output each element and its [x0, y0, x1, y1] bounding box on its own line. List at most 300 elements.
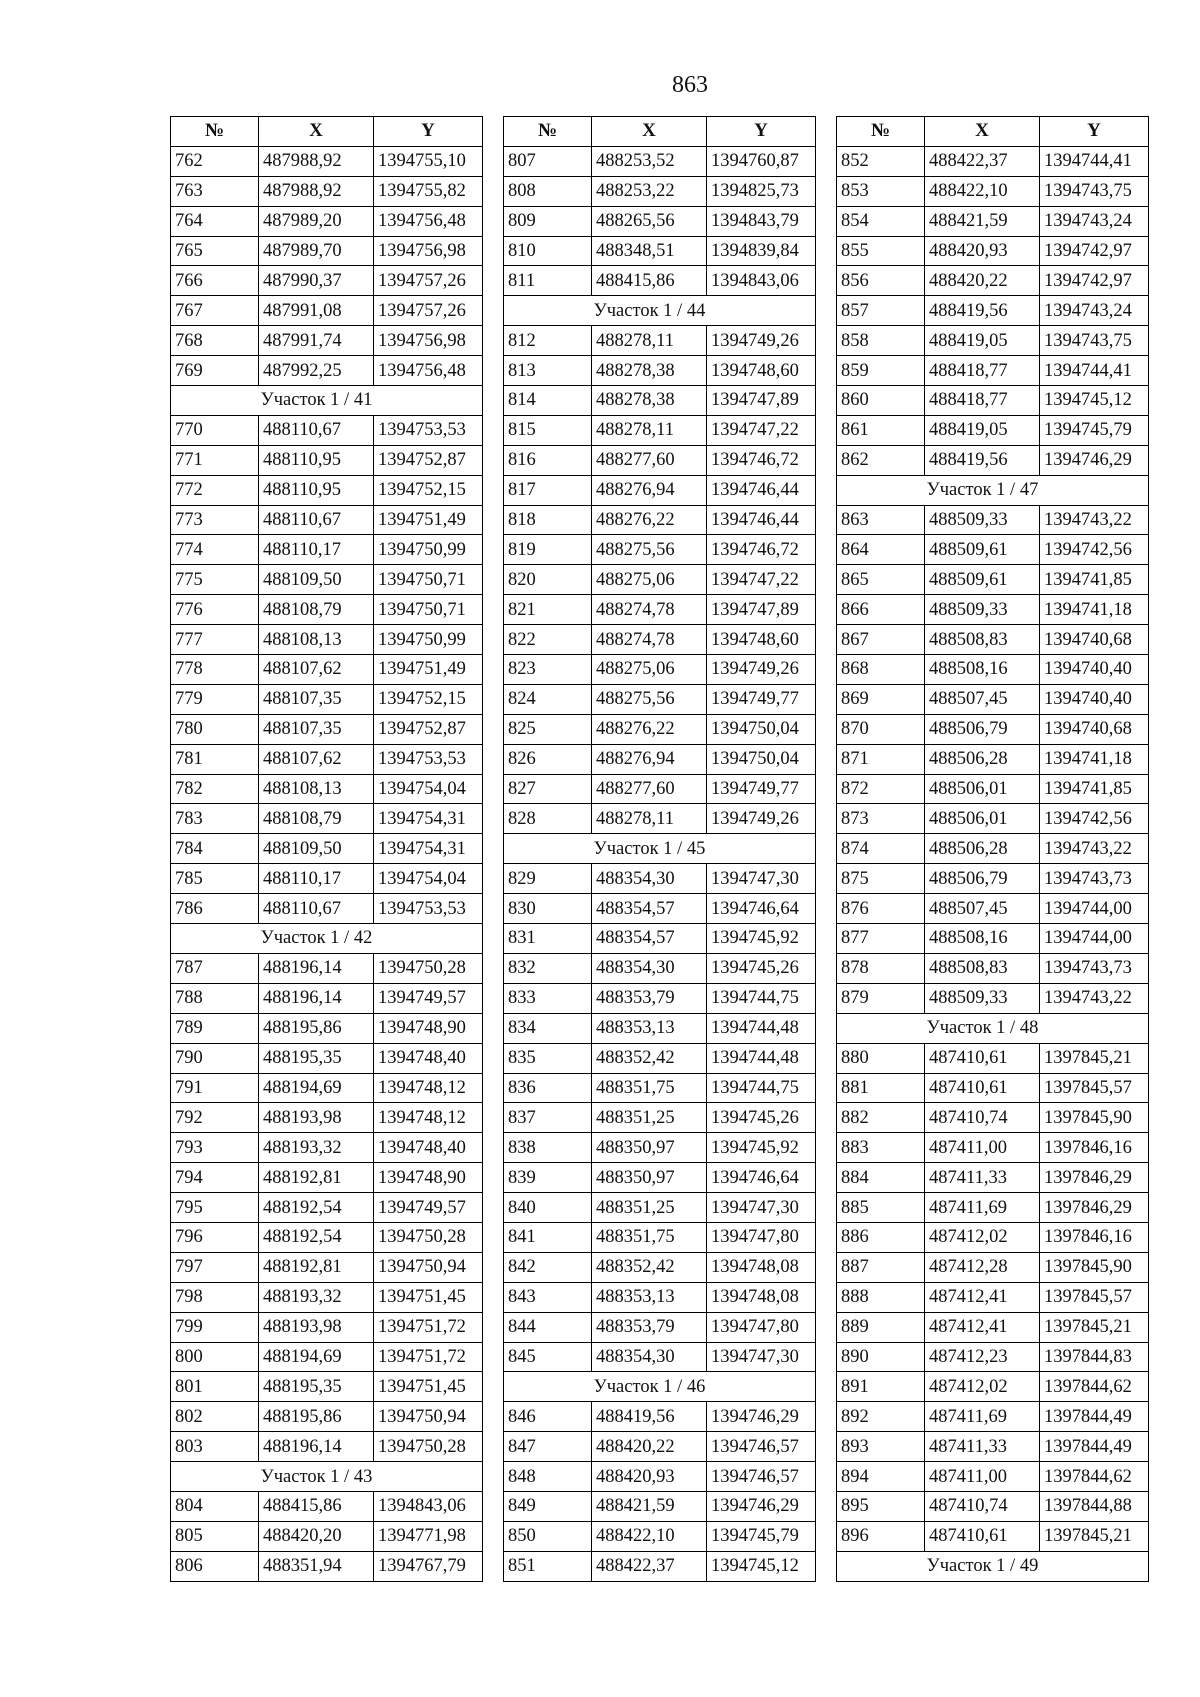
y-coordinate-cell: 1394742,56: [1040, 535, 1149, 565]
y-coordinate-cell: 1394746,29: [707, 1491, 816, 1521]
y-coordinate-cell: 1394740,40: [1040, 655, 1149, 685]
point-number-cell: 794: [171, 1163, 259, 1193]
x-coordinate-cell: 488421,59: [592, 1491, 707, 1521]
y-coordinate-cell: 1394745,26: [707, 1103, 816, 1133]
point-number-cell: 763: [171, 176, 259, 206]
y-coordinate-cell: 1394742,97: [1040, 266, 1149, 296]
x-coordinate-cell: 488107,62: [259, 744, 374, 774]
point-number-cell: 782: [171, 774, 259, 804]
table-row: [504, 774, 816, 804]
x-coordinate-cell: 488354,57: [592, 924, 707, 954]
table-row: [171, 655, 483, 685]
table-row: [837, 266, 1149, 296]
table-row: [171, 1521, 483, 1551]
y-coordinate-cell: 1397844,62: [1040, 1462, 1149, 1492]
table-header-row: [171, 117, 483, 147]
table-row: [504, 1282, 816, 1312]
point-number-cell: 892: [837, 1402, 925, 1432]
point-number-cell: 843: [504, 1282, 592, 1312]
y-coordinate-cell: 1394740,40: [1040, 684, 1149, 714]
x-coordinate-cell: 488509,61: [925, 565, 1040, 595]
y-coordinate-cell: 1394755,82: [374, 176, 483, 206]
x-coordinate-cell: 488508,83: [925, 625, 1040, 655]
table-row: [171, 1551, 483, 1581]
x-coordinate-cell: 488351,25: [592, 1193, 707, 1223]
table-row: [837, 804, 1149, 834]
point-number-cell: 862: [837, 445, 925, 475]
table-row: [171, 535, 483, 565]
table-row: [171, 1252, 483, 1282]
table-row: [837, 1521, 1149, 1551]
table-row: [171, 445, 483, 475]
table-row: [504, 714, 816, 744]
section-heading: Участок 1 / 42: [171, 924, 483, 954]
point-number-cell: 769: [171, 356, 259, 386]
x-coordinate-cell: 488415,86: [592, 266, 707, 296]
section-heading: Участок 1 / 47: [837, 475, 1149, 505]
table-row: [504, 953, 816, 983]
table-row: [504, 1402, 816, 1432]
coordinate-table-left: [170, 116, 483, 1582]
y-coordinate-cell: 1394754,04: [374, 864, 483, 894]
x-coordinate-cell: 487988,92: [259, 176, 374, 206]
y-coordinate-cell: 1394755,10: [374, 146, 483, 176]
x-coordinate-cell: 487412,02: [925, 1222, 1040, 1252]
point-number-cell: 829: [504, 864, 592, 894]
point-number-cell: 787: [171, 953, 259, 983]
table-row: [171, 1342, 483, 1372]
x-coordinate-cell: 488278,11: [592, 804, 707, 834]
point-number-cell: 800: [171, 1342, 259, 1372]
point-number-cell: 818: [504, 505, 592, 535]
y-coordinate-cell: 1394745,79: [1040, 415, 1149, 445]
point-number-cell: 834: [504, 1013, 592, 1043]
x-coordinate-cell: 488422,10: [925, 176, 1040, 206]
table-row: [171, 1282, 483, 1312]
x-coordinate-cell: 488351,75: [592, 1222, 707, 1252]
y-coordinate-cell: 1394756,98: [374, 326, 483, 356]
table-row: [504, 1432, 816, 1462]
table-row: [171, 1013, 483, 1043]
x-coordinate-cell: 487410,61: [925, 1073, 1040, 1103]
point-number-cell: 778: [171, 655, 259, 685]
header-y: Y: [374, 117, 483, 147]
x-coordinate-cell: 488108,79: [259, 804, 374, 834]
table-row: [504, 1043, 816, 1073]
x-coordinate-cell: 487410,61: [925, 1043, 1040, 1073]
y-coordinate-cell: 1394743,73: [1040, 864, 1149, 894]
point-number-cell: 777: [171, 625, 259, 655]
point-number-cell: 839: [504, 1163, 592, 1193]
y-coordinate-cell: 1394746,44: [707, 505, 816, 535]
point-number-cell: 802: [171, 1402, 259, 1432]
y-coordinate-cell: 1394744,00: [1040, 894, 1149, 924]
table-row: [504, 1073, 816, 1103]
table-row: [171, 1163, 483, 1193]
point-number-cell: 766: [171, 266, 259, 296]
table-row: [837, 684, 1149, 714]
x-coordinate-cell: 488110,17: [259, 864, 374, 894]
table-row: [837, 983, 1149, 1013]
x-coordinate-cell: 488276,94: [592, 475, 707, 505]
x-coordinate-cell: 488275,06: [592, 655, 707, 685]
y-coordinate-cell: 1394760,87: [707, 146, 816, 176]
y-coordinate-cell: 1394753,53: [374, 744, 483, 774]
y-coordinate-cell: 1394746,44: [707, 475, 816, 505]
point-number-cell: 798: [171, 1282, 259, 1312]
x-coordinate-cell: 488509,33: [925, 595, 1040, 625]
point-number-cell: 837: [504, 1103, 592, 1133]
table-row: [171, 565, 483, 595]
x-coordinate-cell: 488418,77: [925, 386, 1040, 416]
y-coordinate-cell: 1394746,29: [707, 1402, 816, 1432]
y-coordinate-cell: 1394741,85: [1040, 565, 1149, 595]
y-coordinate-cell: 1394750,99: [374, 625, 483, 655]
table-row: [171, 684, 483, 714]
table-row: [171, 834, 483, 864]
x-coordinate-cell: 488419,56: [925, 445, 1040, 475]
point-number-cell: 865: [837, 565, 925, 595]
x-coordinate-cell: 488194,69: [259, 1342, 374, 1372]
point-number-cell: 825: [504, 714, 592, 744]
x-coordinate-cell: 488350,97: [592, 1163, 707, 1193]
table-row: [504, 1462, 816, 1492]
table-row: [837, 595, 1149, 625]
y-coordinate-cell: 1394742,97: [1040, 236, 1149, 266]
x-coordinate-cell: 488194,69: [259, 1073, 374, 1103]
point-number-cell: 887: [837, 1252, 925, 1282]
y-coordinate-cell: 1394746,57: [707, 1462, 816, 1492]
point-number-cell: 775: [171, 565, 259, 595]
y-coordinate-cell: 1394754,31: [374, 804, 483, 834]
point-number-cell: 801: [171, 1372, 259, 1402]
point-number-cell: 771: [171, 445, 259, 475]
section-heading-row: [171, 1462, 483, 1492]
x-coordinate-cell: 488506,28: [925, 744, 1040, 774]
table-row: [504, 146, 816, 176]
table-row: [837, 1372, 1149, 1402]
x-coordinate-cell: 487412,41: [925, 1312, 1040, 1342]
y-coordinate-cell: 1394747,89: [707, 386, 816, 416]
x-coordinate-cell: 488107,35: [259, 684, 374, 714]
table-row: [171, 505, 483, 535]
table-row: [837, 1043, 1149, 1073]
table-row: [171, 804, 483, 834]
table-row: [504, 983, 816, 1013]
table-row: [504, 804, 816, 834]
table-row: [837, 953, 1149, 983]
y-coordinate-cell: 1394743,75: [1040, 326, 1149, 356]
point-number-cell: 806: [171, 1551, 259, 1581]
y-coordinate-cell: 1394746,57: [707, 1432, 816, 1462]
y-coordinate-cell: 1394747,30: [707, 864, 816, 894]
x-coordinate-cell: 488192,54: [259, 1222, 374, 1252]
table-row: [837, 1103, 1149, 1133]
y-coordinate-cell: 1394754,04: [374, 774, 483, 804]
y-coordinate-cell: 1394745,12: [707, 1551, 816, 1581]
table-row: [504, 1312, 816, 1342]
table-row: [171, 744, 483, 774]
table-row: [837, 1282, 1149, 1312]
x-coordinate-cell: 488192,81: [259, 1252, 374, 1282]
point-number-cell: 828: [504, 804, 592, 834]
table-row: [171, 595, 483, 625]
table-row: [837, 864, 1149, 894]
table-row: [837, 1312, 1149, 1342]
x-coordinate-cell: 488108,13: [259, 774, 374, 804]
x-coordinate-cell: 488265,56: [592, 206, 707, 236]
x-coordinate-cell: 488109,50: [259, 565, 374, 595]
y-coordinate-cell: 1394743,73: [1040, 953, 1149, 983]
table-row: [504, 535, 816, 565]
x-coordinate-cell: 488508,83: [925, 953, 1040, 983]
table-row: [171, 774, 483, 804]
point-number-cell: 850: [504, 1521, 592, 1551]
y-coordinate-cell: 1394748,12: [374, 1073, 483, 1103]
y-coordinate-cell: 1394757,26: [374, 296, 483, 326]
table-row: [837, 1342, 1149, 1372]
table-row: [837, 924, 1149, 954]
point-number-cell: 768: [171, 326, 259, 356]
table-body: [171, 146, 483, 1581]
x-coordinate-cell: 488275,56: [592, 535, 707, 565]
point-number-cell: 842: [504, 1252, 592, 1282]
y-coordinate-cell: 1394756,98: [374, 236, 483, 266]
y-coordinate-cell: 1394756,48: [374, 356, 483, 386]
y-coordinate-cell: 1394741,18: [1040, 595, 1149, 625]
x-coordinate-cell: 488275,56: [592, 684, 707, 714]
x-coordinate-cell: 487412,41: [925, 1282, 1040, 1312]
point-number-cell: 789: [171, 1013, 259, 1043]
y-coordinate-cell: 1394750,28: [374, 1432, 483, 1462]
x-coordinate-cell: 488110,95: [259, 475, 374, 505]
y-coordinate-cell: 1394767,79: [374, 1551, 483, 1581]
point-number-cell: 793: [171, 1133, 259, 1163]
table-row: [504, 266, 816, 296]
y-coordinate-cell: 1394742,56: [1040, 804, 1149, 834]
point-number-cell: 882: [837, 1103, 925, 1133]
x-coordinate-cell: 488419,56: [592, 1402, 707, 1432]
y-coordinate-cell: 1394745,92: [707, 924, 816, 954]
table-row: [837, 774, 1149, 804]
y-coordinate-cell: 1397846,29: [1040, 1163, 1149, 1193]
x-coordinate-cell: 488195,35: [259, 1043, 374, 1073]
y-coordinate-cell: 1397844,49: [1040, 1402, 1149, 1432]
point-number-cell: 856: [837, 266, 925, 296]
x-coordinate-cell: 488354,30: [592, 1342, 707, 1372]
x-coordinate-cell: 487410,74: [925, 1103, 1040, 1133]
table-row: [504, 894, 816, 924]
x-coordinate-cell: 488509,33: [925, 983, 1040, 1013]
y-coordinate-cell: 1394751,49: [374, 505, 483, 535]
table-row: [837, 1462, 1149, 1492]
point-number-cell: 822: [504, 625, 592, 655]
point-number-cell: 819: [504, 535, 592, 565]
table-row: [504, 565, 816, 595]
x-coordinate-cell: 488353,79: [592, 1312, 707, 1342]
y-coordinate-cell: 1394745,92: [707, 1133, 816, 1163]
y-coordinate-cell: 1394748,60: [707, 625, 816, 655]
section-heading: Участок 1 / 43: [171, 1462, 483, 1492]
y-coordinate-cell: 1394743,22: [1040, 983, 1149, 1013]
table-row: [171, 1491, 483, 1521]
x-coordinate-cell: 488108,13: [259, 625, 374, 655]
header-x: X: [925, 117, 1040, 147]
point-number-cell: 870: [837, 714, 925, 744]
header-number: №: [837, 117, 925, 147]
y-coordinate-cell: 1394753,53: [374, 415, 483, 445]
point-number-cell: 788: [171, 983, 259, 1013]
point-number-cell: 811: [504, 266, 592, 296]
section-heading: Участок 1 / 41: [171, 386, 483, 416]
section-heading-row: [504, 1372, 816, 1402]
table-row: [504, 1521, 816, 1551]
x-coordinate-cell: 487990,37: [259, 266, 374, 296]
y-coordinate-cell: 1397844,62: [1040, 1372, 1149, 1402]
x-coordinate-cell: 488506,79: [925, 864, 1040, 894]
table-row: [837, 1402, 1149, 1432]
point-number-cell: 853: [837, 176, 925, 206]
y-coordinate-cell: 1394746,72: [707, 535, 816, 565]
table-row: [504, 864, 816, 894]
x-coordinate-cell: 488508,16: [925, 924, 1040, 954]
point-number-cell: 836: [504, 1073, 592, 1103]
x-coordinate-cell: 488420,22: [925, 266, 1040, 296]
table-row: [171, 953, 483, 983]
x-coordinate-cell: 488107,62: [259, 655, 374, 685]
y-coordinate-cell: 1394743,75: [1040, 176, 1149, 206]
table-row: [504, 1551, 816, 1581]
point-number-cell: 880: [837, 1043, 925, 1073]
table-row: [837, 146, 1149, 176]
y-coordinate-cell: 1394752,87: [374, 445, 483, 475]
x-coordinate-cell: 487989,20: [259, 206, 374, 236]
table-row: [504, 1193, 816, 1223]
x-coordinate-cell: 488419,05: [925, 415, 1040, 445]
y-coordinate-cell: 1394750,04: [707, 744, 816, 774]
table-row: [504, 505, 816, 535]
point-number-cell: 846: [504, 1402, 592, 1432]
y-coordinate-cell: 1394744,75: [707, 983, 816, 1013]
point-number-cell: 783: [171, 804, 259, 834]
point-number-cell: 868: [837, 655, 925, 685]
header-number: №: [504, 117, 592, 147]
x-coordinate-cell: 488278,38: [592, 386, 707, 416]
point-number-cell: 848: [504, 1462, 592, 1492]
y-coordinate-cell: 1394750,71: [374, 595, 483, 625]
x-coordinate-cell: 488110,67: [259, 505, 374, 535]
y-coordinate-cell: 1394743,24: [1040, 206, 1149, 236]
point-number-cell: 838: [504, 1133, 592, 1163]
y-coordinate-cell: 1394750,71: [374, 565, 483, 595]
x-coordinate-cell: 488192,54: [259, 1193, 374, 1223]
point-number-cell: 873: [837, 804, 925, 834]
point-number-cell: 847: [504, 1432, 592, 1462]
point-number-cell: 809: [504, 206, 592, 236]
point-number-cell: 878: [837, 953, 925, 983]
point-number-cell: 799: [171, 1312, 259, 1342]
point-number-cell: 840: [504, 1193, 592, 1223]
y-coordinate-cell: 1394748,90: [374, 1013, 483, 1043]
y-coordinate-cell: 1394740,68: [1040, 714, 1149, 744]
point-number-cell: 817: [504, 475, 592, 505]
y-coordinate-cell: 1394757,26: [374, 266, 483, 296]
y-coordinate-cell: 1394749,26: [707, 655, 816, 685]
y-coordinate-cell: 1394744,75: [707, 1073, 816, 1103]
x-coordinate-cell: 488274,78: [592, 595, 707, 625]
point-number-cell: 845: [504, 1342, 592, 1372]
table-row: [504, 236, 816, 266]
table-row: [504, 1163, 816, 1193]
table-row: [504, 625, 816, 655]
table-row: [837, 296, 1149, 326]
point-number-cell: 797: [171, 1252, 259, 1282]
point-number-cell: 790: [171, 1043, 259, 1073]
x-coordinate-cell: 488274,78: [592, 625, 707, 655]
point-number-cell: 866: [837, 595, 925, 625]
header-y: Y: [1040, 117, 1149, 147]
table-row: [837, 386, 1149, 416]
y-coordinate-cell: 1394747,30: [707, 1342, 816, 1372]
point-number-cell: 772: [171, 475, 259, 505]
section-heading-row: [837, 1551, 1149, 1581]
y-coordinate-cell: 1394743,22: [1040, 505, 1149, 535]
x-coordinate-cell: 488192,81: [259, 1163, 374, 1193]
table-row: [504, 356, 816, 386]
y-coordinate-cell: 1394747,89: [707, 595, 816, 625]
point-number-cell: 780: [171, 714, 259, 744]
y-coordinate-cell: 1394750,28: [374, 953, 483, 983]
y-coordinate-cell: 1394746,64: [707, 894, 816, 924]
table-row: [171, 864, 483, 894]
y-coordinate-cell: 1397845,21: [1040, 1521, 1149, 1551]
y-coordinate-cell: 1394748,12: [374, 1103, 483, 1133]
x-coordinate-cell: 487411,33: [925, 1432, 1040, 1462]
x-coordinate-cell: 488506,01: [925, 774, 1040, 804]
point-number-cell: 883: [837, 1133, 925, 1163]
x-coordinate-cell: 488109,50: [259, 834, 374, 864]
table-row: [171, 1073, 483, 1103]
point-number-cell: 895: [837, 1491, 925, 1521]
point-number-cell: 879: [837, 983, 925, 1013]
x-coordinate-cell: 488418,77: [925, 356, 1040, 386]
table-row: [837, 1193, 1149, 1223]
table-row: [504, 1103, 816, 1133]
y-coordinate-cell: 1394747,80: [707, 1222, 816, 1252]
header-y: Y: [707, 117, 816, 147]
point-number-cell: 804: [171, 1491, 259, 1521]
x-coordinate-cell: 488110,67: [259, 894, 374, 924]
table-row: [837, 415, 1149, 445]
y-coordinate-cell: 1394843,06: [707, 266, 816, 296]
y-coordinate-cell: 1394745,26: [707, 953, 816, 983]
y-coordinate-cell: 1394744,48: [707, 1013, 816, 1043]
point-number-cell: 859: [837, 356, 925, 386]
y-coordinate-cell: 1394740,68: [1040, 625, 1149, 655]
point-number-cell: 885: [837, 1193, 925, 1223]
point-number-cell: 833: [504, 983, 592, 1013]
table-row: [504, 445, 816, 475]
point-number-cell: 776: [171, 595, 259, 625]
point-number-cell: 785: [171, 864, 259, 894]
table-row: [504, 206, 816, 236]
y-coordinate-cell: 1394749,26: [707, 326, 816, 356]
section-heading: Участок 1 / 49: [837, 1551, 1149, 1581]
y-coordinate-cell: 1397845,90: [1040, 1103, 1149, 1133]
y-coordinate-cell: 1394750,04: [707, 714, 816, 744]
table-row: [837, 744, 1149, 774]
table-row: [837, 714, 1149, 744]
